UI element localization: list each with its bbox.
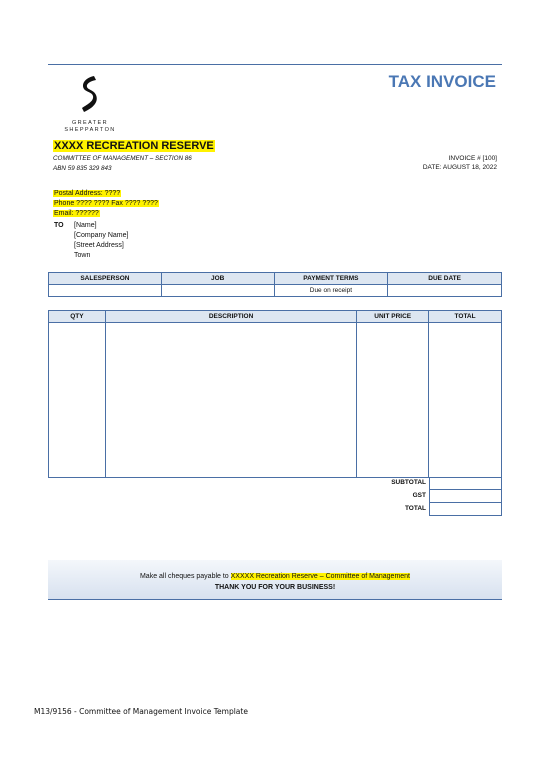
organisation-name: XXXX RECREATION RESERVE <box>54 140 214 152</box>
description-column[interactable] <box>105 323 356 478</box>
organisation-abn: ABN 59 835 329 843 <box>53 165 112 172</box>
gst-value[interactable] <box>429 490 502 503</box>
salesperson-cell[interactable] <box>49 285 162 297</box>
postal-address: Postal Address: ???? <box>54 190 121 197</box>
total-label: TOTAL <box>404 505 426 512</box>
to-company: [Company Name] <box>74 232 129 239</box>
job-cell[interactable] <box>161 285 274 297</box>
gst-row <box>358 490 502 503</box>
email-address: Email: ?????? <box>54 210 99 217</box>
qty-column[interactable] <box>49 323 106 478</box>
subtotal-row <box>358 477 502 490</box>
unit-price-header: UNIT PRICE <box>357 311 429 323</box>
to-town: Town <box>74 252 91 259</box>
logo-text-line2: SHEPPARTON <box>64 127 116 133</box>
invoice-page <box>48 64 502 604</box>
document-reference: M13/9156 - Committee of Management Invoice Template <box>34 707 248 716</box>
payment-terms-cell[interactable]: Due on receipt <box>274 285 388 297</box>
logo-text <box>52 120 128 134</box>
top-rule <box>48 64 502 65</box>
thank-you-message: THANK YOU FOR YOUR BUSINESS! <box>214 584 336 591</box>
phone-fax: Phone ???? ???? Fax ???? ???? <box>54 200 158 207</box>
logo-text-line1: GREATER <box>72 120 108 126</box>
to-street: [Street Address] <box>74 242 124 249</box>
payment-instruction-prefix: Make all cheques payable to <box>139 573 231 580</box>
organisation-subtitle: COMMITTEE OF MANAGEMENT – SECTION 86 <box>53 155 192 162</box>
to-label: TO <box>54 222 64 229</box>
payment-terms-header: PAYMENT TERMS <box>274 273 388 285</box>
footer-banner <box>48 560 502 600</box>
greater-shepparton-logo <box>52 74 128 138</box>
total-row <box>358 503 502 516</box>
payment-instruction <box>48 573 502 580</box>
invoice-date: DATE: AUGUST 18, 2022 <box>422 164 497 171</box>
total-header: TOTAL <box>429 311 502 323</box>
total-column[interactable] <box>429 323 502 478</box>
payee-name: XXXXX Recreation Reserve – Committee of Management <box>230 573 411 580</box>
invoice-title: TAX INVOICE <box>388 72 496 91</box>
due-date-cell[interactable] <box>388 285 502 297</box>
subtotal-value[interactable] <box>429 477 502 490</box>
gst-label: GST <box>412 492 426 499</box>
items-table <box>48 310 502 478</box>
to-name: [Name] <box>74 222 97 229</box>
due-date-header: DUE DATE <box>388 273 502 285</box>
total-value[interactable] <box>429 503 502 516</box>
qty-header: QTY <box>49 311 106 323</box>
invoice-number: INVOICE # [100] <box>448 155 497 162</box>
logo-mark-icon <box>78 74 100 114</box>
subtotal-label: SUBTOTAL <box>391 479 426 486</box>
unit-price-column[interactable] <box>357 323 429 478</box>
terms-table <box>48 272 502 297</box>
salesperson-header: SALESPERSON <box>49 273 162 285</box>
job-header: JOB <box>161 273 274 285</box>
totals-block <box>358 477 502 516</box>
description-header: DESCRIPTION <box>105 311 356 323</box>
